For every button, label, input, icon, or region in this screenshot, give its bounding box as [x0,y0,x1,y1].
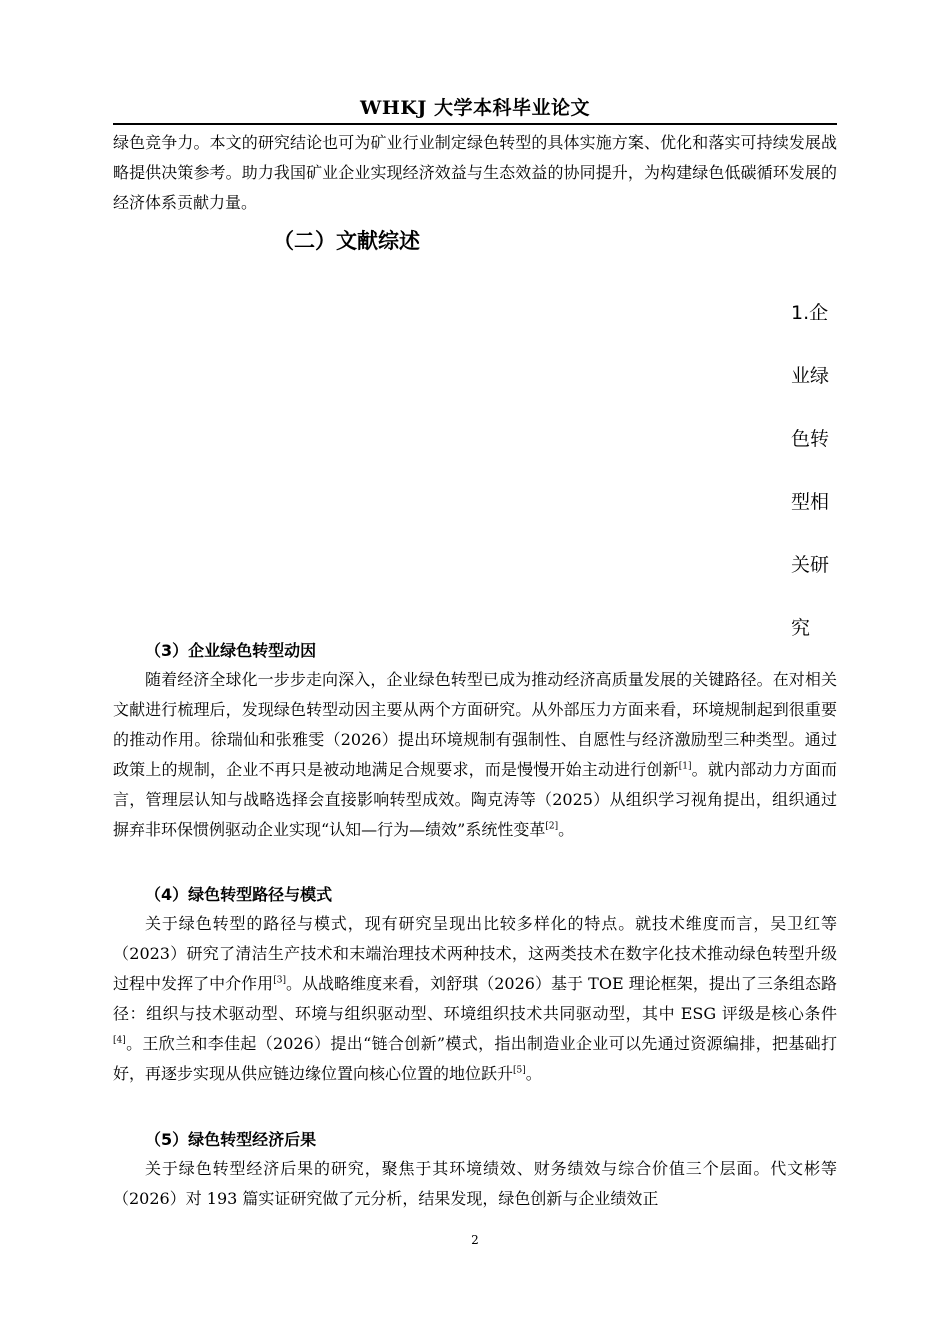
paragraph-drivers-text-a: 随着经济全球化一步步走向深入，企业绿色转型已成为推动经济高质量发展的关键路径。在对相关文献进行梳理后，发现绿色转型动因主要从两个方面研究。从外部压力方面来看，环境规制起到很重要的推动作用。徐瑞仙和张雅雯（2026）提出环境规制有强制性、自愿性与经济激励型三种类型。通过政策上的规制，企业不再只是被动地满足合规要求，而是慢慢开始主动进行创新 [113,670,837,779]
page-number: 2 [471,1233,479,1247]
heading-drivers: （3）企业绿色转型动因 [145,641,317,660]
citation-5: [5] [513,1065,526,1076]
header-rule [113,123,837,125]
subsection-title: 1.企业绿色转型相关研究 [791,302,830,639]
paragraph-paths-text-b: 。从战略维度来看，刘舒琪（2026）基于 TOE 理论框架，提出了三条组态路径：组织与技术驱动型、环境与组织驱动型、环境组织技术共同驱动型，其中 ESG 评级是核心条件 [113,974,837,1023]
citation-4: [4] [113,1035,126,1046]
heading-outcomes: （5）绿色转型经济后果 [145,1130,317,1149]
paragraph-drivers-text-c: 。 [558,820,575,839]
paragraph-paths-text-c: 。王欣兰和李佳起（2026）提出“链合创新”模式，指出制造业企业可以先通过资源编排，把基础打好，再逐步实现从供应链边缘位置向核心位置的地位跃升 [113,1034,837,1083]
citation-2: [2] [545,821,559,832]
heading-paths: （4）绿色转型路径与模式 [145,885,333,904]
citation-1: [1] [678,761,692,772]
section-title: （二）文献综述 [273,229,420,253]
paragraph-drivers-text-b: 。就内部动力方面而言，管理层认知与战略选择会直接影响转型成效。陶克涛等（2025）从组织学习视角提出，组织通过摒弃非环保惯例驱动企业实现“认知—行为—绩效”系统性变革 [113,760,837,839]
paragraph-outcomes: 关于绿色转型经济后果的研究，聚焦于其环境绩效、财务绩效与综合价值三个层面。代文彬等（2026）对 193 篇实证研究做了元分析，结果发现，绿色创新与企业绩效正 [113,1159,837,1208]
intro-paragraph: 绿色竞争力。本文的研究结论也可为矿业行业制定绿色转型的具体实施方案、优化和落实可持续发展战略提供决策参考。助力我国矿业企业实现经济效益与生态效益的协同提升，为构建绿色低碳循环发展的经济体系贡献力量。 [113,133,837,212]
paragraph-drivers [113,665,837,845]
citation-3: [3] [273,975,286,986]
running-header: WHKJ 大学本科毕业论文 [360,97,590,119]
paragraph-paths-text-d: 。 [525,1064,542,1083]
paragraph-paths-text-a: 关于绿色转型的路径与模式，现有研究呈现出比较多样化的特点。就技术维度而言，吴卫红等（2023）研究了清洁生产技术和末端治理技术两种技术，这两类技术在数字化技术推动绿色转型升级过程中发挥了中介作用 [113,914,837,993]
paragraph-paths [113,909,837,1089]
